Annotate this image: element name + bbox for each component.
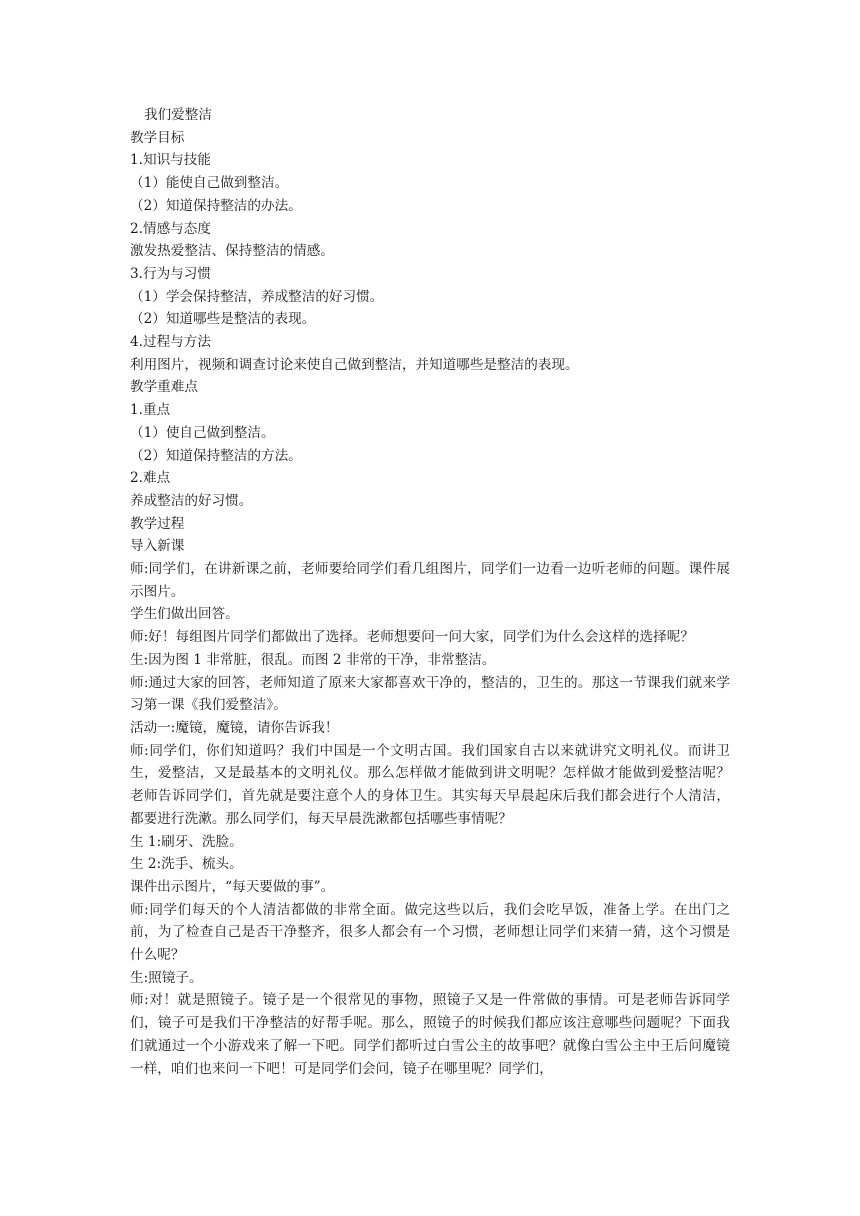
text-line: 学生们做出回答。 [130,606,239,623]
text-line: （2）知道保持整洁的方法。 [130,447,302,464]
text-line: 导入新课 [130,538,185,555]
paragraph: 师:对！就是照镜子。镜子是一个很常见的事物，照镜子又是一件常做的事情。可是老师告诉同学们，镜子可是我们干净整洁的好帮手呢。那么，照镜子的时候我们都应该注意哪些问题呢？下面我们就通过一个小游戏来了解一下吧。同学们都听过白雪公主的故事吧？就像白雪公主中王后问魔镜一样，咱们也来问一下吧！可是同学们会问，镜子在哪里呢？同学们， [130,992,730,1077]
paragraph: 师:同学们，在讲新课之前，老师要给同学们看几组图片，同学们一边看一边听老师的问题。课件展示图片。 [130,561,730,600]
text-line: （2）知道哪些是整洁的表现。 [130,311,316,328]
text-line: 2.情感与态度 [130,220,211,237]
text-line: 激发热爱整洁、保持整洁的情感。 [130,243,334,260]
text-line: 生 1:刷牙、洗脸。 [130,833,243,850]
text-line: 生 2:洗手、梳头。 [130,856,243,873]
text-line: 教学重难点 [130,379,198,396]
text-line: 教学过程 [130,515,185,532]
text-line: 4.过程与方法 [130,334,211,351]
text-line: （1）学会保持整洁，养成整洁的好习惯。 [130,288,384,305]
text-line: （1）使自己做到整洁。 [130,424,275,441]
paragraph: 师:通过大家的回答，老师知道了原来大家都喜欢干净的，整洁的，卫生的。那这一节课我们就来学习第一课《我们爱整洁》。 [130,674,730,714]
text-line: （2）知道保持整洁的办法。 [130,197,302,214]
text-line: 3.行为与习惯 [130,265,211,282]
text-line: 教学目标 [130,129,185,146]
text-line: 1.重点 [130,402,171,419]
paragraph: 师:同学们，你们知道吗？我们中国是一个文明古国。我们国家自古以来就讲究文明礼仪。而讲卫生，爱整洁，又是最基本的文明礼仪。那么怎样做才能做到讲文明呢？怎样做才能做到爱整洁呢？老师告诉同学们，首先就是要注意个人的身体卫生。其实每天早晨起床后我们都会进行个人清洁，都要进行洗漱。那么同学们，每天早晨洗漱都包括哪些事情呢？ [130,742,730,827]
text-line: 课件出示图片，“每天要做的事”。 [130,878,335,895]
text-line: 活动一:魔镜，魔镜，请你告诉我！ [130,719,339,736]
paragraph: 师:好！每组图片同学们都做出了选择。老师想要问一问大家，同学们为什么会这样的选择呢？ [130,629,695,646]
text-line: 2.难点 [130,470,171,487]
text-line: 1.知识与技能 [130,152,211,169]
document-body [130,127,730,1081]
document-page [130,104,730,1080]
text-line: （1）能使自己做到整洁。 [130,175,289,192]
text-line: 养成整洁的好习惯。 [130,492,253,509]
text-line: 利用图片，视频和调查讨论来使自己做到整洁，并知道哪些是整洁的表现。 [130,356,579,373]
text-line: 生:因为图 1 非常脏，很乱。而图 2 非常的干净，非常整洁。 [130,651,496,668]
paragraph: 师:同学们每天的个人清洁都做的非常全面。做完这些以后，我们会吃早饭，准备上学。在出门之前，为了检查自己是否干净整齐，很多人都会有一个习惯，老师想让同学们来猜一猜，这个习惯是什么呢？ [130,901,730,964]
text-line: 生:照镜子。 [130,969,203,986]
document-title: 我们爱整洁 [144,107,212,123]
